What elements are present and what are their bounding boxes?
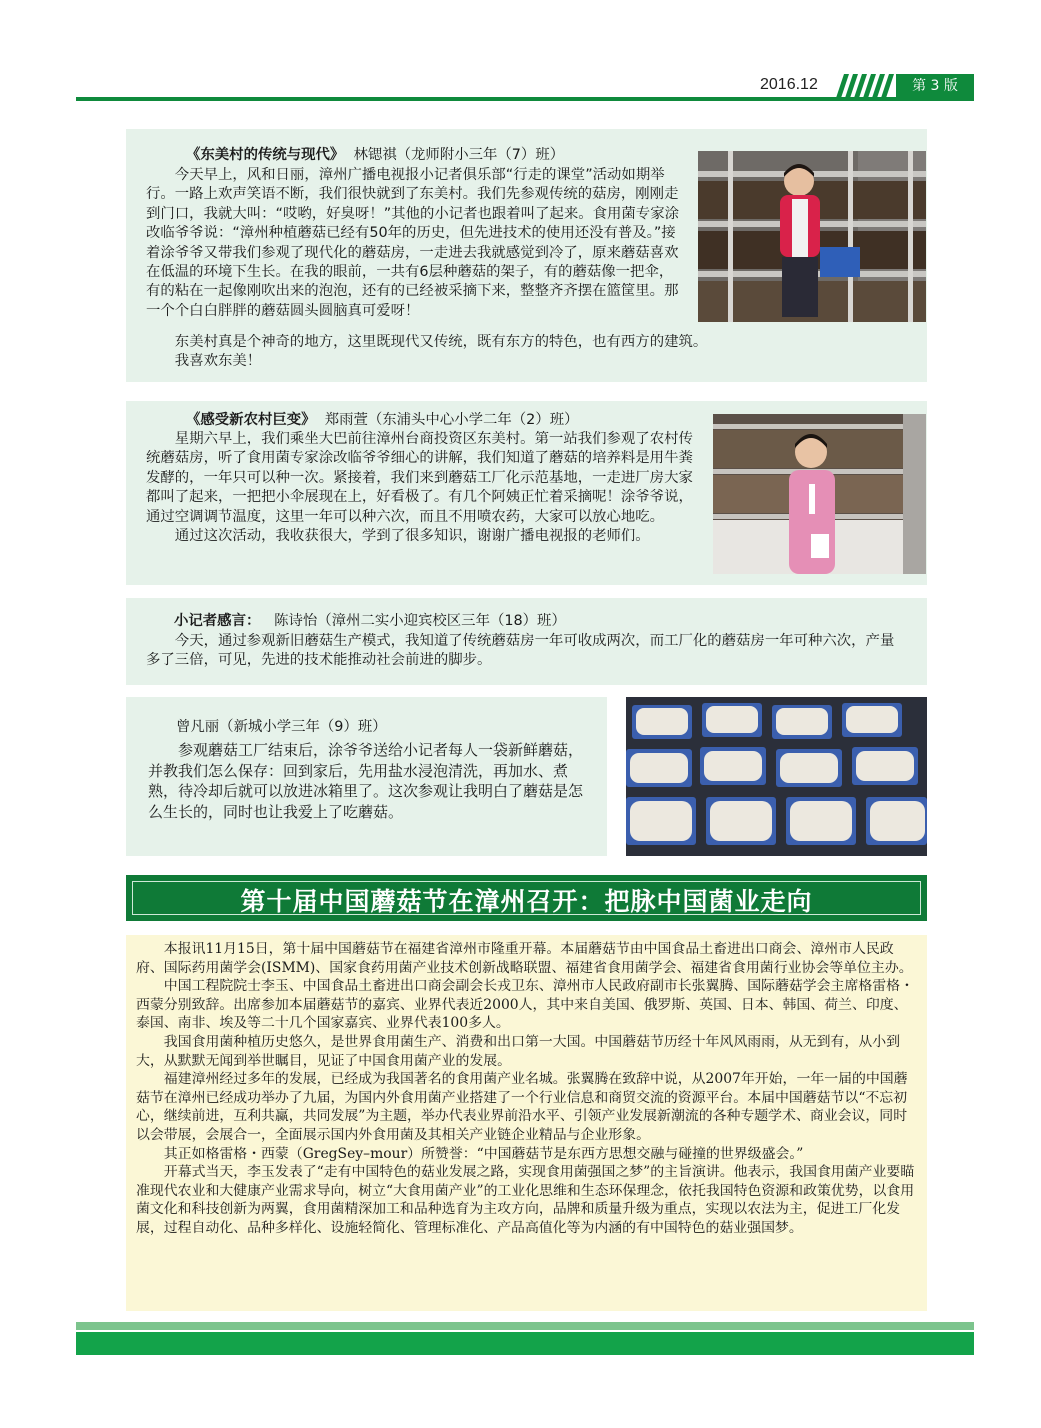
article-3-title: 小记者感言：: [174, 613, 261, 629]
photo-girl-picking-mushrooms: [698, 151, 926, 322]
article-4-paragraph: 参观蘑菇工厂结束后，涂爷爷送给小记者每人一袋新鲜蘑菇，并教我们怎么保存：回到家后，先用盐水浸泡清洗，再加水、煮熟，待冷却后就可以放进冰箱里了。这次参观让我明白了蘑菇是怎么生长的，同时也让我爱上了吃蘑菇。: [148, 741, 584, 821]
article-2-body: [146, 430, 695, 546]
header-stripes: [836, 74, 894, 98]
news-headline-banner: [126, 875, 927, 921]
article-1-text: [178, 146, 683, 165]
article-2-title: 《感受新农村巨变》: [186, 412, 316, 428]
news-article-body: [136, 940, 916, 1238]
article-1-body: [146, 166, 683, 321]
footer-rule-light: [76, 1322, 974, 1330]
news-paragraph: 本报讯11月15日，第十届中国蘑菇节在福建省漳州市隆重开幕。本届蘑菇节由中国食品土畜进出口商会、漳州市人民政府、国际药用菌学会(ISMM)、国家食药用菌产业技术创新战略联盟、福建省食用菌学会、福建省食用菌行业协会等单位主办。: [136, 941, 913, 976]
news-headline: 第十届中国蘑菇节在漳州召开：把脉中国菌业走向: [240, 887, 813, 916]
article-4-heading: [178, 718, 598, 737]
photo-mushroom-baskets: [626, 697, 927, 856]
header-rule: [76, 97, 974, 101]
article-1-tail: [146, 333, 846, 372]
article-1-paragraph: 东美村真是个神奇的地方，这里既现代又传统，既有东方的特色，也有西方的建筑。: [174, 334, 708, 350]
page-number: 第 3 版: [896, 74, 974, 99]
news-paragraph: 我国食用菌种植历史悠久，是世界食用菌生产、消费和出口第一大国。中国蘑菇节历经十年风风雨雨，从无到有，从小到大，从默默无闻到举世瞩目，见证了中国食用菌产业的发展。: [136, 1033, 901, 1069]
news-paragraph: 其正如格雷格・西蒙（GregSey–mour）所赞誉：“中国蘑菇节是东西方思想交融与碰撞的世界级盛会。”: [163, 1145, 804, 1162]
article-3-author: 陈诗怡（漳州二实小迎宾校区三年（18）班）: [274, 613, 566, 629]
photo-girl-tasting-mushroom: [713, 414, 926, 574]
article-2-paragraph: 星期六早上，我们乘坐大巴前往漳州台商投资区东美村。第一站我们参观了农村传统蘑菇房，听了食用菌专家涂改临爷爷细心的讲解，我们知道了蘑菇的培养料是用牛粪发酵的，一年只可以种一次。紧接着，我们来到蘑菇工厂化示范基地，一走进厂房大家都叫了起来，一把把小伞展现在上，好看极了。有几个阿姨正忙着采摘呢！涂爷爷说，通过空调调节温度，这里一年可以种六次，而且不用喷农药，大家可以放心地吃。: [146, 431, 693, 525]
news-paragraph: 中国工程院院士李玉、中国食品土畜进出口商会副会长戎卫东、漳州市人民政府副市长张翼腾、国际蘑菇学会主席格雷格・西蒙分别致辞。出席参加本届蘑菇节的嘉宾、业界代表近2000人，其中来自美国、俄罗斯、英国、日本、韩国、荷兰、印度、泰国、南非、埃及等二十几个国家嘉宾、业界代表100多人。: [136, 978, 914, 1032]
news-article-box: [126, 935, 927, 1311]
article-3-paragraph: 今天，通过参观新旧蘑菇生产模式，我知道了传统蘑菇房一年可收成两次，而工厂化的蘑菇房一年可种六次，产量多了三倍，可见，先进的技术能推动社会前进的脚步。: [146, 633, 895, 669]
article-2-paragraph: 通过这次活动，我收获很大，学到了很多知识，谢谢广播电视报的老师们。: [174, 528, 650, 545]
footer-rule-dark: [76, 1332, 974, 1355]
article-4-author: 曾凡丽（新城小学三年（9）班）: [176, 719, 387, 735]
article-3-body: [146, 632, 904, 671]
news-paragraph: 开幕式当天，李玉发表了“走有中国特色的菇业发展之路，实现食用菌强国之梦”的主旨演讲。他表示，我国食用菌产业要瞄准现代农业和大健康产业需求导向，树立“大食用菌产业”的工业化思维和生态环保理念，依托我国特色资源和政策优势，以食用菌文化和科技创新为两翼，食用菌精深加工和品种选育为主攻方向，品牌和质量升级为重点，实现以农法为主，促进工厂化发展，过程自动化、品种多样化、设施轻简化、管理标准化、产品高值化等为内涵的有中国特色的菇业强国梦。: [136, 1164, 915, 1236]
article-3-heading: [174, 612, 878, 631]
article-2-heading: [178, 411, 698, 430]
article-2-author: 郑雨萱（东浦头中心小学二年（2）班）: [324, 412, 579, 428]
article-1-paragraph: 今天早上，风和日丽，漳州广播电视报小记者俱乐部“行走的课堂”活动如期举行。一路上欢声笑语不断，我们很快就到了东美村。我们先参观传统的菇房，刚刚走到门口，我就大叫：“哎哟，好臭呀！”其他的小记者也跟着叫了起来。食用菌专家涂改临爷爷说：“漳州种植蘑菇已经有50年的历史，但先进技术的使用还没有普及。”接着涂爷爷又带我们参观了现代化的蘑菇房，一走进去我就感觉到冷了，原来蘑菇喜欢在低温的环境下生长。在我的眼前，一共有6层种蘑菇的架子，有的蘑菇像一把伞，有的粘在一起像刚吹出来的泡泡，还有的已经被采摘下来，整整齐齐摆在篮筐里。那一个个白白胖胖的蘑菇圆头圆脑真可爱呀！: [146, 167, 679, 319]
article-4-body: [148, 740, 591, 822]
article-1-paragraph: 我喜欢东美！: [174, 353, 262, 370]
article-1-title: 《东美村的传统与现代》: [186, 147, 345, 163]
issue-date: 2016.12: [760, 76, 818, 93]
article-1-author: 林锶祺（龙师附小三年（7）班）: [353, 147, 565, 163]
news-paragraph: 福建漳州经过多年的发展，已经成为我国著名的食用菌产业名城。张翼腾在致辞中说，从2007年开始，一年一届的中国蘑菇节在漳州已经成功举办了九届，为国内外食用菌产业搭建了一个行业信息和商贸交流的资源平台。本届中国蘑菇节以“不忘初心，继续前进，互利共赢，共同发展”为主题，举办代表业界前沿水平、引领产业发展新潮流的各种专题学术、商业会议，同时以会带展，会展合一，全面展示国内外食用菌及其相关产业链企业精品与企业形象。: [136, 1071, 908, 1143]
